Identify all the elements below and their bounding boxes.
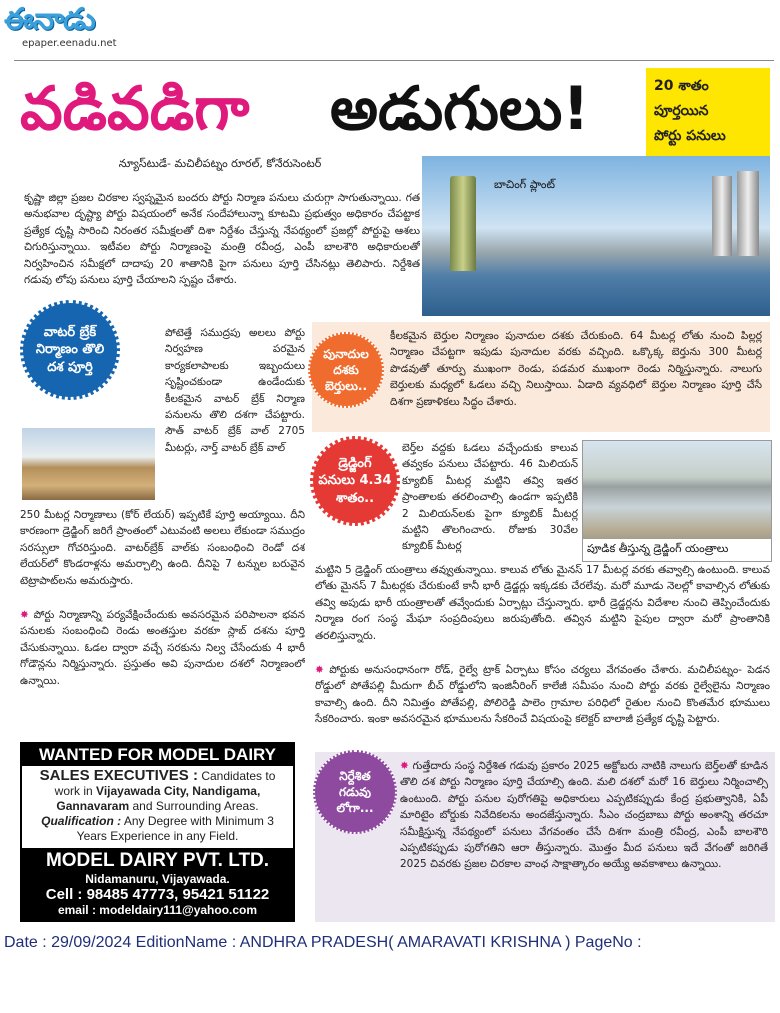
batching-caption: బాచింగ్ ప్లాంట్: [494, 178, 555, 191]
ad-header: WANTED FOR MODEL DAIRY: [22, 744, 293, 766]
intro-paragraph: కృష్ణా జిల్లా ప్రజల చిరకాల స్వప్నమైన బందరు పోర్టు నిర్మాణ పనులు చురుగ్గా సాగుతున్నాయి. గత అనుభవాల దృష్ట్యా పోర్టు విషయంలో అనేక సందేహాలున్నా కూటమి ప్రభుత్వం అధికారం చేపట్టాక ప్రత్యేక దృష్టి సారించి నిరంతర సమీక్షలతో దిశా నిర్దేశం చేస్తున్న నేపథ్యంలో ప్రజల్లో పోర్టుపై ఆశలు చిగురిస్తున్నాయి. ఇటీవల పోర్టు నిర్మాణంపై మంత్రి రవీంద్ర, ఎంపీ బాలశౌరి అధికారులతో నిర్వహించిన సమీక్షలో దాదాపు 20 శాతానికి పైగా పనులు పూర్తి చేసినట్లు తెలిపారు. నిర్దేశిత గడువు లోపు పనులు పూర్తి చేయాలని స్పష్టం చేశారు.: [24, 192, 420, 287]
ad-qualification-label: Qualification :: [41, 814, 122, 828]
bullet-icon: ✸: [315, 664, 330, 676]
ad-company: MODEL DAIRY PVT. LTD.: [45, 850, 270, 871]
highlight-line3: పోర్టు పనులు: [654, 128, 726, 144]
ad-locations: Vijayawada City, Nandigama, Gannavaram: [56, 784, 261, 813]
byline: న్యూస్‌టుడే- మచిలీపట్నం రూరల్, కోనేరుసెంటర్: [118, 157, 322, 170]
ad-email: email : modeldairy111@yahoo.com: [57, 903, 258, 917]
dredging-text-top: బెర్త్‌ల వద్దకు ఓడలు వచ్చేందుకు కాలువ తవ్వకం పనులు చేపట్టారు. 46 మిలియన్ క్యూబిక్ మీటర్ల మట్టిని తవ్వి ఇతర ప్రాంతాలకు తరలించాల్సి ఉండగా ఇప్పటికి 2 మిలియన్‌లకు పైగా క్యూబిక్ మీటర్ల మట్టిని తొలగించారు. రోజుకు 30వేల క్యూబిక్ మీటర్ల: [402, 442, 578, 553]
water-break-photo: [22, 428, 155, 500]
bullet-text: పోర్టుకు అనుసంధానంగా రోడ్, రైల్వే ట్రాక్ ఏర్పాటు కోసం చర్యలు వేగవంతం చేశారు. మచిలీపట్నం- పెడన రోడ్డులో పోతేపల్లి మీదుగా బీచ్ రోడ్డులోని ఇంజినీరింగ్ కాలేజీ సమీపం నుంచి పోర్టు వరకు రైల్వేలైను నిర్మాణం కావాల్సి ఉంది. దీని నిమిత్తం పోతేపల్లి, పోలిరెడ్డి పాలెం గ్రామాల పరిధిలో రైతుల నుంచి కొంతమేర భూములు సేకరించారు. ఇంకా అవసరమైన భూములను సేకరించే విషయంపై కలెక్టర్ బాలాజీ ప్రత్యేక దృష్టి పెట్టారు.: [315, 664, 770, 726]
badge-line: దశకు: [333, 362, 359, 377]
divider: [14, 60, 774, 61]
model-dairy-ad: [20, 742, 295, 922]
badge-line: గడువు: [338, 784, 371, 799]
ad-address: Nidamanuru, Vijayawada.: [85, 872, 230, 886]
badge-line: పునాదుల: [323, 346, 369, 361]
ad-role-text: Candidates to work in: [54, 769, 276, 798]
badge-line: బెర్తులు..: [324, 379, 368, 394]
badge-line: వాటర్ బ్రేక్: [43, 324, 97, 340]
epaper-url: epaper.eenadu.net: [22, 38, 117, 49]
dredging-caption: పూడిక తీస్తున్న డ్రెడ్జింగ్ యంత్రాలు: [583, 539, 771, 561]
deadline-text: [400, 758, 768, 918]
dredging-text-bottom: మట్టిని 5 డ్రెడ్జింగ్ యంత్రాలు తవ్వుతున్నాయి. కాలువ లోతు మైనస్ 17 మీటర్ల వరకు తవ్వాల్సి ఉంటుంది. కాలువ లోతు మైనస్ 7 మీటర్లకు చేరుకుంటే కానీ భారీ డ్రెడ్జర్లు ఇక్కడకు చేరలేవు. మరో మూడు నెలల్లో కావాల్సిన లోతుకు తవ్వి అపుడు భారీ యంత్రాలతో తవ్వేందుకు ఏర్పాట్లు చేస్తున్నారు. భారీ డ్రెడ్జర్లను విదేశాల నుంచి తెప్పించేందుకు నిర్మాణ రంగ సంస్థ మేఘా సంప్రదింపులు జరుపుతోంది. తవ్విన మట్టిని పైపుల ద్వారా మరో ప్రాంతానికి తరలిస్తున్నారు.: [315, 564, 770, 642]
highlight-line1: 20 శాతం: [654, 78, 709, 94]
ad-locations-rest: and Surrounding Areas.: [132, 799, 259, 813]
water-break-text-top: పోటెత్తే సముద్రపు అలలు పోర్టు నిర్వహణ పరమైన కార్యకలాపాలకు ఇబ్బందులు సృష్టించకుండా ఉండేందుకు కీలకమైన వాటర్ బ్రేక్ నిర్మాణ పనులను తొలి దశగా చేపట్టారు. సౌత్ వాటర్ బ్రేక్ వాల్ 2705 మీటర్లు, నార్త్ వాటర్ బ్రేక్ వాల్: [165, 327, 305, 454]
badge-line: శాతం..: [335, 490, 375, 506]
bullet-icon: ✸: [400, 760, 413, 772]
highlight-box: [646, 68, 770, 156]
deadline-badge: [313, 750, 397, 834]
admin-building-paragraph: [20, 607, 305, 737]
ad-cell: Cell : 98485 47773, 95421 51122: [45, 886, 270, 903]
ad-qualification: Any Degree with Minimum 3 Years Experience in any Field.: [76, 814, 274, 843]
dredging-photo: [582, 440, 772, 562]
bullet-icon: ✸: [20, 609, 34, 621]
headline-part2: అడుగులు!: [330, 74, 590, 144]
berths-badge: [308, 332, 384, 408]
badge-line: లోగా...: [336, 801, 374, 816]
dredging-badge: [310, 436, 400, 526]
badge-line: నిర్దేశిత: [339, 768, 371, 783]
water-break-text-bottom: 250 మీటర్ల నిర్మాణాలు (కోర్ లేయర్) ఇప్పటికే పూర్తి అయ్యాయి. దీని కారణంగా డ్రెడ్జింగ్ జరిగే ప్రాంతంలో ఎటువంటి అలలు లేకుండా సముద్రం సరస్సులా గోచరిస్తుంది. వాటర్‌బ్రేక్ వాల్‌కు సంబంధించి రెండో దశ లేయర్‌లో కొండరాళ్లను అమర్చాల్సి ఉంది. దీనిపై 7 టన్నుల బరువైన టెట్రాపాట్‌లను అమరుస్తారు.: [20, 509, 305, 587]
rail-road-paragraph: [315, 662, 770, 746]
bullet-text: పోర్టు నిర్మాణాన్ని పర్యవేక్షించేందుకు అవసరమైన పరిపాలనా భవన పనులకు సంబంధించి రెండు అంతస్తుల వరకూ స్లాబ్ దశను పూర్తి చేసుకున్నాయి. ఓడల ద్వారా వచ్చే సరకును నిల్వ చేసేందుకు 4 భారీ గోడౌన్లను నిర్మిస్తున్నారు. ప్రస్తుతం అవి పునాదుల దశలో నిర్మాణంలో ఉన్నాయి.: [20, 609, 305, 687]
highlight-line2: పూర్తయిన: [654, 103, 709, 119]
water-break-badge: [20, 300, 120, 400]
batching-plant-photo: [422, 156, 770, 316]
badge-line: దశ పూర్తి: [47, 359, 93, 375]
headline-part1: వడివడిగా: [20, 74, 250, 144]
edition-footer: Date : 29/09/2024 EditionName : ANDHRA PRADESH( AMARAVATI KRISHNA ) PageNo :: [4, 934, 642, 951]
berths-text: కీలకమైన బెర్తుల నిర్మాణం పునాదుల దశకు చేరుకుంది. 64 మీటర్ల లోతు నుంచి పిల్లర్ల నిర్మాణం చేపట్టగా ఇపుడు పునాదుల వరకు వచ్చింది. ఒక్కొక్క బెర్తును 300 మీటర్ల పొడవుతో తూర్పు ముఖంగా రెండు, పడమర ముఖంగా రెండు నిర్మిస్తున్నారు. నాలుగు బెర్తులకు మధ్యలో ఓడలు వచ్చి నిలుస్తాయి. ఏడాది వ్యవధిలో బెర్తుల నిర్మాణం పూర్తి చేసే దిశగా ప్రణాళికలు సిద్ధం చేశారు.: [390, 330, 762, 408]
badge-line: పనులు 4.34: [318, 473, 392, 489]
badge-line: డ్రెడ్జింగ్: [338, 455, 372, 471]
deadline-text-body: గుత్తేదారు సంస్థ నిర్దేశిత గడువు ప్రకారం 2025 అక్టోబరు నాటికి నాలుగు బెర్త్‌లతో కూడిన తొలి దశ పోర్టు నిర్మాణం పూర్తి చేయాల్సి ఉంది. మలి దశలో మరో 16 బెర్తులు నిర్మించాల్సి ఉంటుంది. పోర్టు పనుల పురోగతిపై అధికారులు ఎప్పటికప్పుడు కేంద్ర ప్రభుత్వానికి, ఏపీ మారిటైం బోర్డుకు నివేదికలను అందజేస్తున్నారు. సీఎం చంద్రబాబు పోర్టు అంశాన్ని తరచూ సమీక్షిస్తున్న నేపథ్యంలో పనులు వేగవంతం చేసే దిశగా మంత్రి రవీంద్ర, ఎంపీ బాలశౌరి ఎప్పటికప్పుడు పురోగతిని ఆరా తీస్తున్నారు. మొత్తం మీద పనులు ఇదే వేగంతో జరిగితే 2025 చివరకు ప్రజల చిరకాల వాంఛ సాక్షాత్కారం అయ్యే అవకాశాలు ఉన్నాయి.: [400, 760, 768, 871]
badge-line: నిర్మాణం తొలి: [35, 342, 105, 358]
eenadu-logo: ఈనాడు: [4, 2, 95, 37]
ad-role: SALES EXECUTIVES :: [39, 767, 198, 784]
